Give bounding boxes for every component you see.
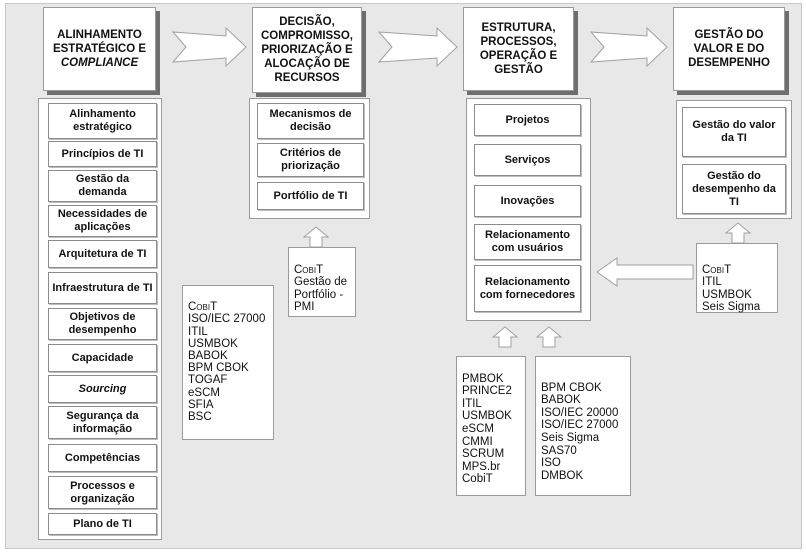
item-label: Competências [64, 451, 141, 464]
ref-box-col1 [182, 285, 274, 440]
flow-arrow-3-4 [591, 28, 667, 66]
item-label: Gestão do desempenho da TI [692, 169, 776, 208]
arrow-up-col4-ref [726, 223, 750, 243]
item-label: Serviços [504, 153, 551, 166]
ref-col1-list: ISO/IEC 27000 ITIL USMBOK BABOK BPM CBOK TOGAF eSCM SFIA BSC [188, 313, 266, 424]
item-competencias [48, 444, 157, 472]
flow-arrow-2-3 [379, 28, 457, 66]
ref-box-col2 [288, 247, 356, 317]
item-label: Relacionamento com usuários [485, 229, 570, 254]
item-objetivos-desempenho [48, 308, 157, 340]
item-label: Gestão da demanda [75, 173, 130, 198]
item-capacidade [48, 344, 157, 372]
item-relacionamento-usuarios [474, 224, 581, 260]
item-label: Infraestrutura de TI [52, 281, 153, 294]
item-relacionamento-fornecedores [474, 265, 581, 312]
header-estrutura [463, 7, 574, 91]
flow-arrow-1-2 [173, 28, 246, 66]
item-label: Arquitetura de TI [58, 247, 147, 260]
item-projetos [474, 104, 581, 136]
item-label: Projetos [505, 113, 550, 126]
header-decisao [252, 7, 362, 93]
header-col1-line2: ESTRATÉGICO E [52, 43, 147, 55]
arrow-left-col4-to-col3 [597, 258, 693, 286]
item-label: Objetivos de desempenho [68, 311, 137, 336]
item-portfolio-ti [257, 182, 364, 210]
item-label: Plano de TI [73, 517, 132, 530]
item-gestao-valor-ti [682, 107, 786, 157]
item-arquitetura-ti [48, 240, 157, 268]
item-gestao-demanda [48, 170, 157, 202]
ref-col4-cobit: CobiT [702, 263, 732, 276]
header-col2-text: DECISÃO, COMPROMISSO, PRIORIZAÇÃO E ALOCAÇÃO DE RECURSOS [260, 16, 353, 84]
item-servicos [474, 144, 581, 176]
item-alinhamento-estrategico [48, 103, 157, 139]
arrow-up-col3-ref-b [537, 327, 561, 347]
item-mecanismos-decisao [257, 103, 364, 139]
arrow-up-col2-ref [304, 227, 328, 247]
item-label: Processos e organização [70, 479, 135, 505]
header-col1-line3: COMPLIANCE [60, 57, 139, 69]
item-infraestrutura-ti [48, 272, 157, 304]
item-inovacoes [474, 185, 581, 217]
header-alinhamento [43, 7, 156, 91]
item-label: Inovações [500, 194, 555, 207]
ref-col3a-list: PMBOK PRINCE2 ITIL USMBOK eSCM CMMI SCRUM MPS.br CobiT [462, 372, 512, 486]
item-gestao-desempenho-ti [682, 164, 786, 214]
header-col1-line1: ALINHAMENTO [57, 29, 142, 41]
item-label: Alinhamento estratégico [69, 108, 136, 133]
ref-col3b-list: BPM CBOK BABOK ISO/IEC 20000 ISO/IEC 27000 Seis Sigma SAS70 ISO DMBOK [541, 381, 619, 482]
item-label: Critérios de priorização [279, 147, 342, 172]
ref-col2-list: Gestão de Portfólio - PMI [294, 276, 348, 314]
ref-col2-cobit: CobiT [294, 263, 324, 276]
item-label: Princípios de TI [61, 147, 144, 160]
item-sourcing [48, 375, 157, 403]
item-label: Sourcing [78, 382, 127, 395]
ref-col4-list: ITIL USMBOK Seis Sigma [702, 276, 761, 314]
item-label: Necessidades de aplicações [57, 208, 148, 233]
item-label: Relacionamento com fornecedores [479, 275, 576, 301]
item-plano-ti [48, 513, 157, 535]
ref-box-col3-b [535, 356, 631, 496]
item-label: Capacidade [71, 351, 134, 364]
item-label: Mecanismos de decisão [269, 108, 352, 133]
header-col4-text: GESTÃO DO VALOR E DO DESEMPENHO [688, 29, 770, 69]
item-principios-ti [48, 141, 157, 167]
ref-box-col4 [696, 243, 778, 313]
item-seguranca-informacao [48, 406, 157, 439]
header-gestao-valor [673, 7, 785, 91]
item-processos-organizacao [48, 476, 157, 509]
item-label: Portfólio de TI [273, 189, 348, 202]
header-col3-text: ESTRUTURA, PROCESSOS, OPERAÇÃO E GESTÃO [479, 22, 558, 76]
item-necessidades-aplicacoes [48, 205, 157, 237]
item-label: Gestão do valor da TI [692, 119, 776, 144]
ref-col1-cobit: CobiT [188, 301, 218, 314]
arrow-up-col3-ref-a [493, 327, 517, 347]
item-label: Segurança da informação [66, 409, 139, 435]
item-criterios-priorizacao [257, 143, 364, 177]
diagram-canvas [5, 3, 802, 549]
ref-box-col3-a [456, 356, 526, 496]
